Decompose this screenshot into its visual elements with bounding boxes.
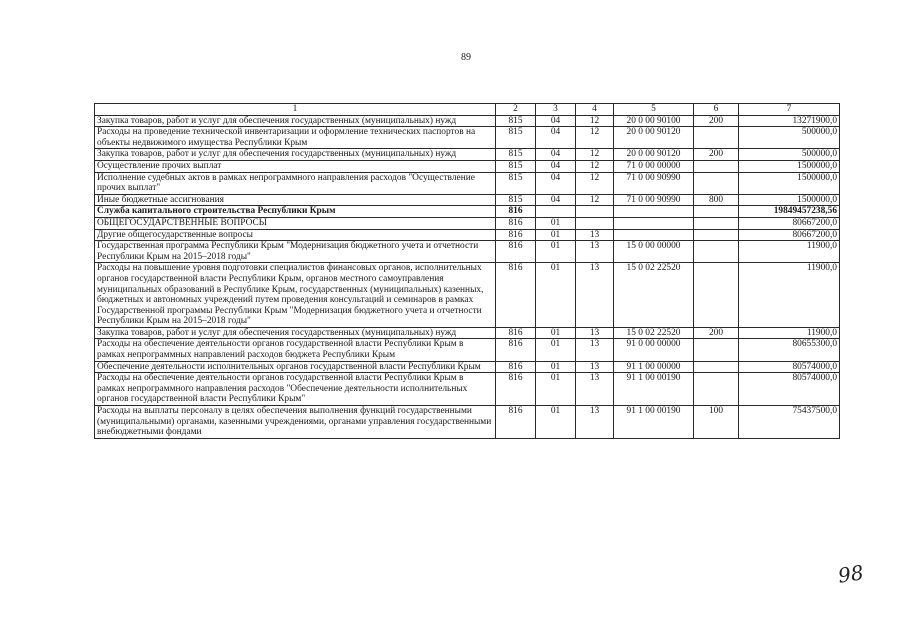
subsection-code-cell: 12	[576, 194, 614, 206]
amount-cell: 500000,0	[739, 127, 840, 149]
amount-cell: 1500000,0	[739, 160, 840, 172]
handwritten-page-mark: 98	[836, 560, 865, 588]
amount-cell: 80667200,0	[739, 217, 840, 229]
row-name-cell: Государственная программа Республики Крым "Модернизация бюджетного учета и отчетности Республики Крым на 2015–2018 годы"	[95, 241, 496, 263]
table-row	[95, 194, 840, 206]
ministry-code-cell: 816	[496, 373, 536, 406]
subsection-code-cell: 12	[576, 160, 614, 172]
amount-cell: 80574000,0	[739, 361, 840, 373]
target-article-cell: 71 0 00 00000	[614, 160, 694, 172]
row-name-cell: Осуществление прочих выплат	[95, 160, 496, 172]
ministry-code-cell: 816	[496, 339, 536, 361]
ministry-code-cell: 816	[496, 241, 536, 263]
section-code-cell: 01	[536, 406, 576, 439]
ministry-code-cell: 815	[496, 149, 536, 161]
section-code-cell: 01	[536, 217, 576, 229]
amount-cell: 75437500,0	[739, 406, 840, 439]
expense-type-cell	[694, 361, 739, 373]
table-row	[95, 115, 840, 127]
expense-type-cell: 200	[694, 149, 739, 161]
subsection-code-cell: 13	[576, 406, 614, 439]
target-article-cell: 91 1 00 00190	[614, 373, 694, 406]
row-name-cell: Другие общегосударственные вопросы	[95, 229, 496, 241]
target-article-cell	[614, 229, 694, 241]
target-article-cell: 71 0 00 90990	[614, 194, 694, 206]
expense-type-cell	[694, 229, 739, 241]
subsection-code-cell: 12	[576, 149, 614, 161]
section-code-cell: 04	[536, 115, 576, 127]
table-row	[95, 373, 840, 406]
table-header-row	[95, 104, 840, 116]
expense-type-cell	[694, 172, 739, 194]
expense-type-cell	[694, 241, 739, 263]
amount-cell: 11900,0	[739, 263, 840, 328]
subsection-code-cell: 13	[576, 241, 614, 263]
table-row	[95, 160, 840, 172]
target-article-cell: 15 0 02 22520	[614, 263, 694, 328]
ministry-code-cell: 815	[496, 127, 536, 149]
ministry-code-cell: 816	[496, 217, 536, 229]
subsection-code-cell: 12	[576, 127, 614, 149]
target-article-cell: 91 1 00 00190	[614, 406, 694, 439]
row-name-cell: Обеспечение деятельности исполнительных органов государственной власти Республики Крым	[95, 361, 496, 373]
amount-cell: 80655300,0	[739, 339, 840, 361]
row-name-cell: Расходы на выплаты персоналу в целях обеспечения выполнения функций государственными (муниципальными) органами, казенными учреждениями, органами управления государственными внебюджетными фондами	[95, 406, 496, 439]
section-code-cell	[536, 206, 576, 218]
section-code-cell: 01	[536, 327, 576, 339]
row-name-cell: Расходы на повышение уровня подготовки специалистов финансовых органов, исполнительных органов государственной власти Республики Крым, органов местного самоуправления муниципальных образований в Республике Крым, государственных (муниципальных) казенных, бюджетных и автономных учреждений путем проведения консультаций и семинаров в рамках Государственной программы Республики Крым "Модернизация бюджетного учета и отчетности Республики Крым на 2015–2018 годы"	[95, 263, 496, 328]
row-name-cell: ОБЩЕГОСУДАРСТВЕННЫЕ ВОПРОСЫ	[95, 217, 496, 229]
header-col-5: 5	[614, 104, 694, 116]
expense-type-cell: 800	[694, 194, 739, 206]
expense-type-cell	[694, 373, 739, 406]
ministry-code-cell: 816	[496, 361, 536, 373]
table-row	[95, 327, 840, 339]
target-article-cell: 20 0 00 90120	[614, 127, 694, 149]
target-article-cell	[614, 217, 694, 229]
amount-cell: 1500000,0	[739, 172, 840, 194]
table-row	[95, 217, 840, 229]
row-name-cell: Закупка товаров, работ и услуг для обеспечения государственных (муниципальных) нужд	[95, 115, 496, 127]
target-article-cell: 15 0 02 22520	[614, 327, 694, 339]
ministry-code-cell: 815	[496, 115, 536, 127]
target-article-cell: 20 0 00 90100	[614, 115, 694, 127]
amount-cell: 80667200,0	[739, 229, 840, 241]
subsection-code-cell: 13	[576, 327, 614, 339]
row-name-cell: Закупка товаров, работ и услуг для обеспечения государственных (муниципальных) нужд	[95, 327, 496, 339]
row-name-cell: Расходы на обеспечение деятельности органов государственной власти Республики Крым в рамках непрограммных направлений расходов бюджета Республики Крым	[95, 339, 496, 361]
row-name-cell: Исполнение судебных актов в рамках непрограммного направления расходов "Осуществление прочих выплат"	[95, 172, 496, 194]
header-col-7: 7	[739, 104, 840, 116]
table-row	[95, 172, 840, 194]
target-article-cell: 71 0 00 90990	[614, 172, 694, 194]
target-article-cell: 20 0 00 90120	[614, 149, 694, 161]
subsection-code-cell	[576, 217, 614, 229]
subsection-code-cell: 13	[576, 339, 614, 361]
ministry-code-cell: 816	[496, 263, 536, 328]
amount-cell: 500000,0	[739, 149, 840, 161]
table-row	[95, 339, 840, 361]
target-article-cell: 91 0 00 00000	[614, 339, 694, 361]
target-article-cell: 15 0 00 00000	[614, 241, 694, 263]
subsection-code-cell: 13	[576, 361, 614, 373]
section-code-cell: 01	[536, 229, 576, 241]
ministry-code-cell: 816	[496, 206, 536, 218]
expense-type-cell: 100	[694, 406, 739, 439]
row-name-cell: Служба капитального строительства Республики Крым	[95, 206, 496, 218]
section-code-cell: 04	[536, 172, 576, 194]
section-code-cell: 04	[536, 194, 576, 206]
ministry-code-cell: 816	[496, 229, 536, 241]
section-code-cell: 01	[536, 373, 576, 406]
amount-cell: 11900,0	[739, 327, 840, 339]
ministry-code-cell: 815	[496, 160, 536, 172]
subsection-code-cell: 12	[576, 172, 614, 194]
header-col-6: 6	[694, 104, 739, 116]
header-col-4: 4	[576, 104, 614, 116]
page-number: 89	[461, 52, 471, 63]
table-row	[95, 127, 840, 149]
expense-type-cell	[694, 127, 739, 149]
table-row	[95, 406, 840, 439]
subsection-code-cell: 13	[576, 229, 614, 241]
amount-cell: 19849457238,56	[739, 206, 840, 218]
table-row	[95, 361, 840, 373]
section-code-cell: 04	[536, 160, 576, 172]
section-code-cell: 01	[536, 241, 576, 263]
expense-type-cell: 200	[694, 327, 739, 339]
amount-cell: 11900,0	[739, 241, 840, 263]
amount-cell: 13271900,0	[739, 115, 840, 127]
expense-type-cell: 200	[694, 115, 739, 127]
header-col-3: 3	[536, 104, 576, 116]
table-row	[95, 149, 840, 161]
table-row	[95, 229, 840, 241]
section-code-cell: 01	[536, 361, 576, 373]
ministry-code-cell: 816	[496, 406, 536, 439]
header-col-2: 2	[496, 104, 536, 116]
ministry-code-cell: 815	[496, 172, 536, 194]
ministry-code-cell: 816	[496, 327, 536, 339]
row-name-cell: Закупка товаров, работ и услуг для обеспечения государственных (муниципальных) нужд	[95, 149, 496, 161]
section-code-cell: 04	[536, 127, 576, 149]
target-article-cell	[614, 206, 694, 218]
table-row	[95, 263, 840, 328]
expense-type-cell	[694, 160, 739, 172]
expense-type-cell	[694, 217, 739, 229]
table-row	[95, 241, 840, 263]
expense-type-cell	[694, 263, 739, 328]
row-name-cell: Расходы на проведение технической инвентаризации и оформление технических паспортов на объекты недвижимого имущества Республики Крым	[95, 127, 496, 149]
budget-table	[94, 103, 840, 439]
expense-type-cell	[694, 206, 739, 218]
subsection-code-cell	[576, 206, 614, 218]
section-code-cell: 04	[536, 149, 576, 161]
subsection-code-cell: 12	[576, 115, 614, 127]
subsection-code-cell: 13	[576, 373, 614, 406]
amount-cell: 1500000,0	[739, 194, 840, 206]
row-name-cell: Иные бюджетные ассигнования	[95, 194, 496, 206]
header-col-1: 1	[95, 104, 496, 116]
expense-type-cell	[694, 339, 739, 361]
section-code-cell: 01	[536, 339, 576, 361]
row-name-cell: Расходы на обеспечение деятельности органов государственной власти Республики Крым в рамках непрограммного направления расходов "Обеспечение деятельности исполнительных органов государственной власти Республики Крым"	[95, 373, 496, 406]
ministry-code-cell: 815	[496, 194, 536, 206]
target-article-cell: 91 1 00 00000	[614, 361, 694, 373]
subsection-code-cell: 13	[576, 263, 614, 328]
section-code-cell: 01	[536, 263, 576, 328]
table-row	[95, 206, 840, 218]
amount-cell: 80574000,0	[739, 373, 840, 406]
